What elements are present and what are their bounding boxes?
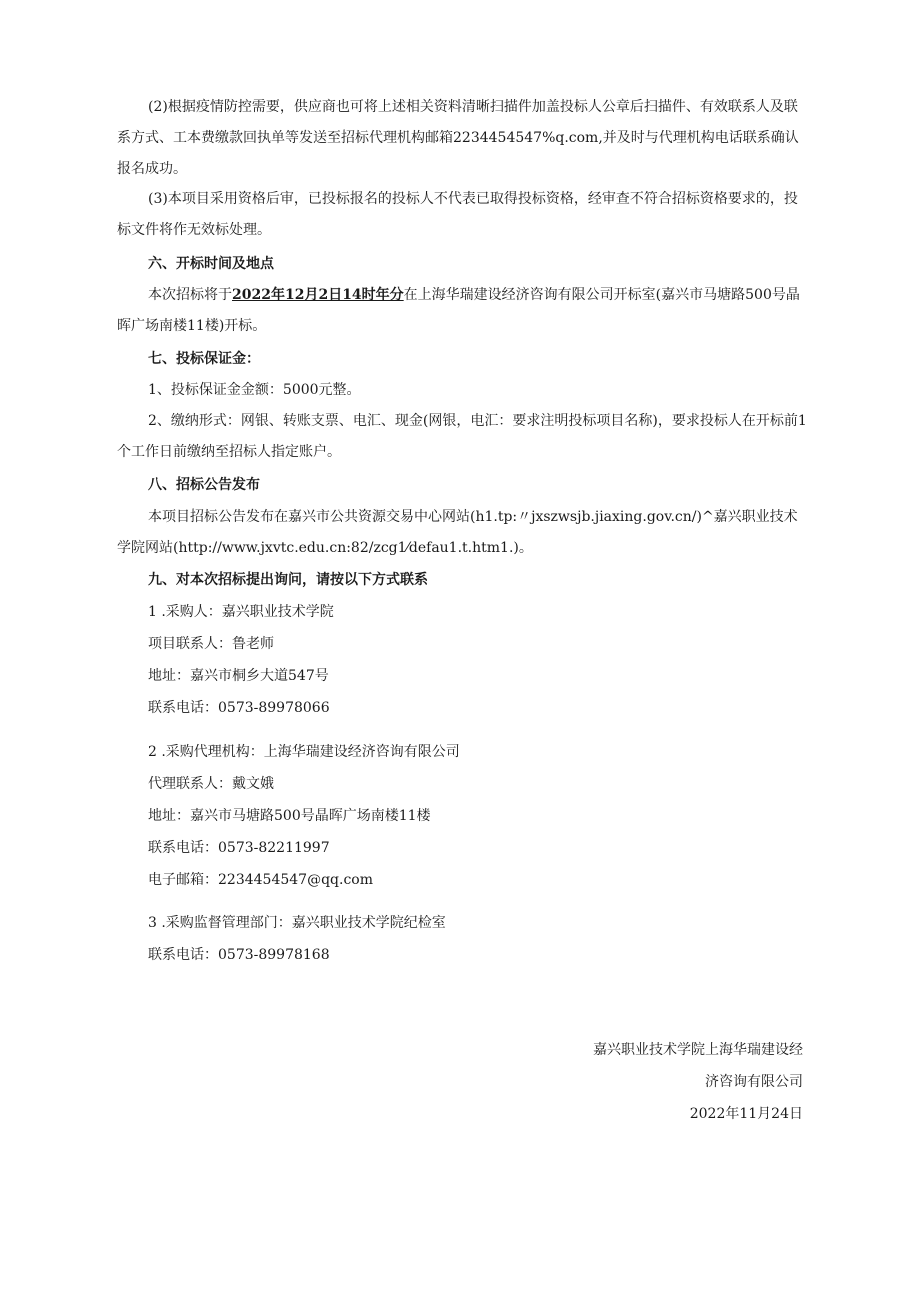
agency-title: 2 .采购代理机构：上海华瑞建设经济咨询有限公司 [148, 744, 460, 760]
opening-text-before: 本次招标将于 [148, 287, 232, 303]
section-7-heading: 七、投标保证金： [148, 351, 260, 367]
agency-email: 电子邮箱：2234454547@qq.com [148, 872, 373, 888]
signature-line-1: 嘉兴职业技术学院上海华瑞建设经 [593, 1042, 803, 1058]
purchaser-contact: 项目联系人：鲁老师 [148, 636, 274, 652]
agency-contact: 代理联系人：戴文娥 [148, 776, 274, 792]
deposit-amount: 1、投标保证金金额：5000元整。 [148, 382, 361, 398]
section-6-paragraph [117, 280, 807, 342]
item-3-paragraph: (3)本项目采用资格后审，已投标报名的投标人不代表已取得投标资格，经审查不符合招标资格要求的，投标文件将作无效标处理。 [117, 191, 798, 238]
opening-time: 2022年12月2日14时年分 [232, 287, 404, 303]
item-2-paragraph: (2)根据疫情防控需要，供应商也可将上述相关资料清晰扫描件加盖投标人公章后扫描件、有效联系人及联系方式、工本费缴款回执单等发送至招标代理机构邮箱2234454547%q.com,并及时与代理机构电话联系确认报名成功。 [117, 99, 799, 177]
opening-text-after: 在上海华瑞建设经济咨询有限公司开标室(嘉兴市马塘路500号晶晖广场南楼11楼)开标。 [117, 287, 800, 334]
announcement-sites: 本项目招标公告发布在嘉兴市公共资源交易中心网站(h1.tp:〃jxszwsjb.jiaxing.gov.cn/)^嘉兴职业技术学院网站(http://www.jxvtc.edu.cn:82/zcg1⁄defau1.t.htm1.)。 [117, 509, 798, 556]
purchaser-phone: 联系电话：0573-89978066 [148, 700, 330, 716]
section-8-heading: 八、招标公告发布 [148, 477, 260, 493]
supervisor-title: 3 .采购监督管理部门：嘉兴职业技术学院纪检室 [148, 915, 446, 931]
section-6-heading: 六、开标时间及地点 [148, 256, 274, 272]
signature-date: 2022年11月24日 [689, 1106, 803, 1122]
deposit-payment-method: 2、缴纳形式：网银、转账支票、电汇、现金(网银，电汇：要求注明投标项目名称)，要求投标人在开标前1个工作日前缴纳至招标人指定账户。 [117, 413, 807, 460]
signature-line-2: 济咨询有限公司 [705, 1074, 803, 1090]
agency-address: 地址：嘉兴市马塘路500号晶晖广场南楼11楼 [148, 808, 431, 824]
purchaser-title: 1 .采购人：嘉兴职业技术学院 [148, 604, 334, 620]
section-9-heading: 九、对本次招标提出询问，请按以下方式联系 [148, 572, 428, 588]
purchaser-address: 地址：嘉兴市桐乡大道547号 [148, 668, 329, 684]
supervisor-phone: 联系电话：0573-89978168 [148, 947, 330, 963]
agency-phone: 联系电话：0573-82211997 [148, 840, 330, 856]
